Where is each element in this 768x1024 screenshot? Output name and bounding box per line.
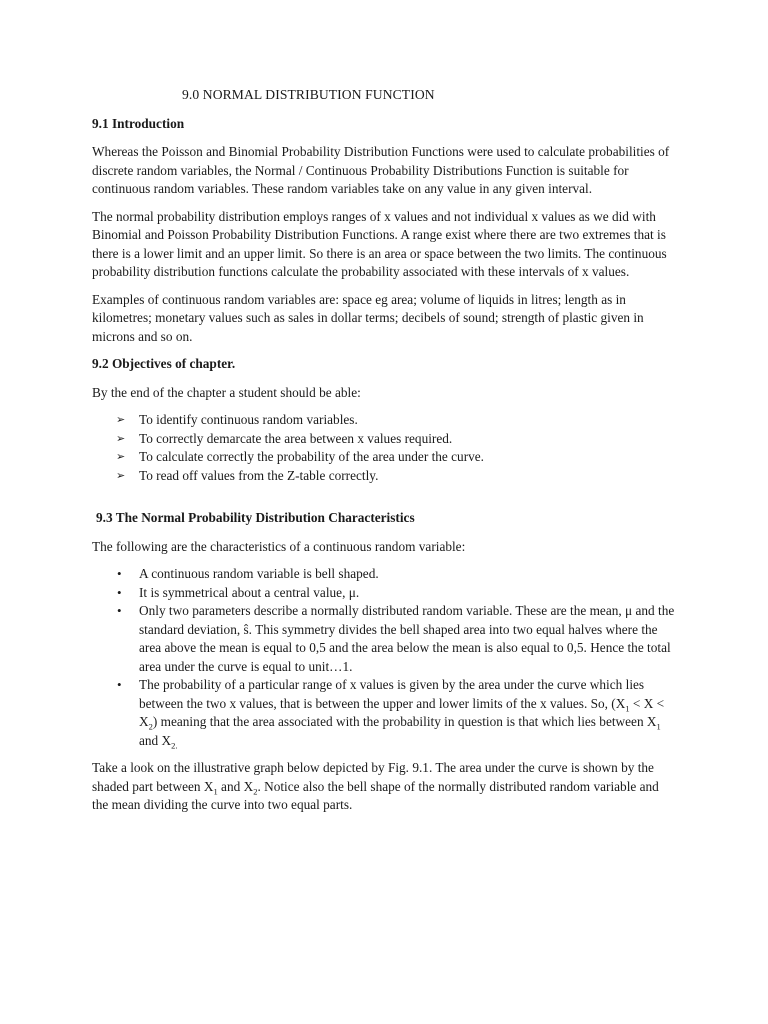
section-heading-characteristics: 9.3 The Normal Probability Distribution Characteristics [96, 510, 415, 525]
objective-text: To read off values from the Z-table correctly. [139, 467, 379, 483]
list-item [92, 602, 678, 676]
list-item [92, 448, 678, 467]
characteristic-text: Only two parameters describe a normally distributed random variable. These are the mean, μ and the standard deviation, ŝ. This symmetry divides the bell shaped area into two equal halves where the area above the mean is equal to 0,5 and the area below the mean is also equal to 0,5. Hence the total area under the curve is equal to unit…1. [139, 603, 675, 674]
list-item [92, 467, 678, 486]
bullet-dot-icon: • [117, 603, 122, 618]
bullet-dot-icon: • [117, 677, 122, 692]
bullet-dot-icon: • [117, 584, 122, 600]
list-item [92, 584, 678, 603]
closing-paragraph: Take a look on the illustrative graph below depicted by Fig. 9.1. The area under the curve is shown by the shaded part between $X_1$ and $X_2$. Notice also the bell shape of the normally distributed random variable and the mean dividing the curve into two equal parts. [92, 760, 659, 812]
arrow-bullet-icon: ➢ [116, 432, 126, 445]
objective-text: To correctly demarcate the area between x values required. [139, 430, 453, 446]
section-heading-introduction: 9.1 Introduction [92, 115, 185, 131]
arrow-bullet-icon: ➢ [116, 451, 126, 463]
list-item [92, 565, 678, 584]
characteristic-text: The probability of a particular range of x values is given by the area under the curve which lies between the two x values, that is between the upper and lower limits of the x values. So, $(X_1 < X < X_2)$ meaning that the area associated with the probability in question is that which lies between $X_1$ and $X_{2.}$ [139, 677, 665, 751]
section-heading-objectives: 9.2 Objectives of chapter. [92, 356, 236, 371]
objectives-list [92, 411, 678, 485]
intro-paragraph-3: Examples of continuous random variables are: space eg area; volume of liquids in litres; length as in kilometres; monetary values such as sales in dollar terms; decibels of sound; strength of plastic given in microns and so on. [92, 291, 644, 344]
characteristic-text: It is symmetrical about a central value, μ. [139, 584, 360, 600]
intro-paragraph-1: Whereas the Poisson and Binomial Probability Distribution Functions were used to calculate probabilities of discrete random variables, the Normal / Continuous Probability Distributions Function is suitable for continuous random variables. These random variables take on any value in any given interval. [92, 144, 670, 196]
characteristics-list [92, 565, 678, 750]
characteristics-intro: The following are the characteristics of a continuous random variable: [92, 538, 466, 554]
document-page [92, 86, 678, 824]
page-title: 9.0 NORMAL DISTRIBUTION FUNCTION [182, 87, 435, 102]
objectives-intro: By the end of the chapter a student should be able: [92, 384, 361, 400]
list-item [92, 411, 678, 430]
arrow-bullet-icon: ➢ [116, 469, 126, 482]
objective-text: To calculate correctly the probability of the area under the curve. [139, 449, 484, 464]
intro-paragraph-2: The normal probability distribution employs ranges of x values and not individual x values as we did with Binomial and Poisson Probability Distribution Functions. A range exist where there are two extremes that is there is a lower limit and an upper limit. So there is an area or space between the two limits. The continuous probability distribution functions calculate the probability associated with these intervals of x values. [92, 208, 667, 279]
characteristic-text: A continuous random variable is bell shaped. [139, 566, 379, 581]
list-item [92, 430, 678, 449]
list-item [92, 676, 678, 750]
bullet-dot-icon: • [117, 566, 122, 581]
arrow-bullet-icon: ➢ [116, 414, 126, 426]
objective-text: To identify continuous random variables. [139, 412, 358, 427]
